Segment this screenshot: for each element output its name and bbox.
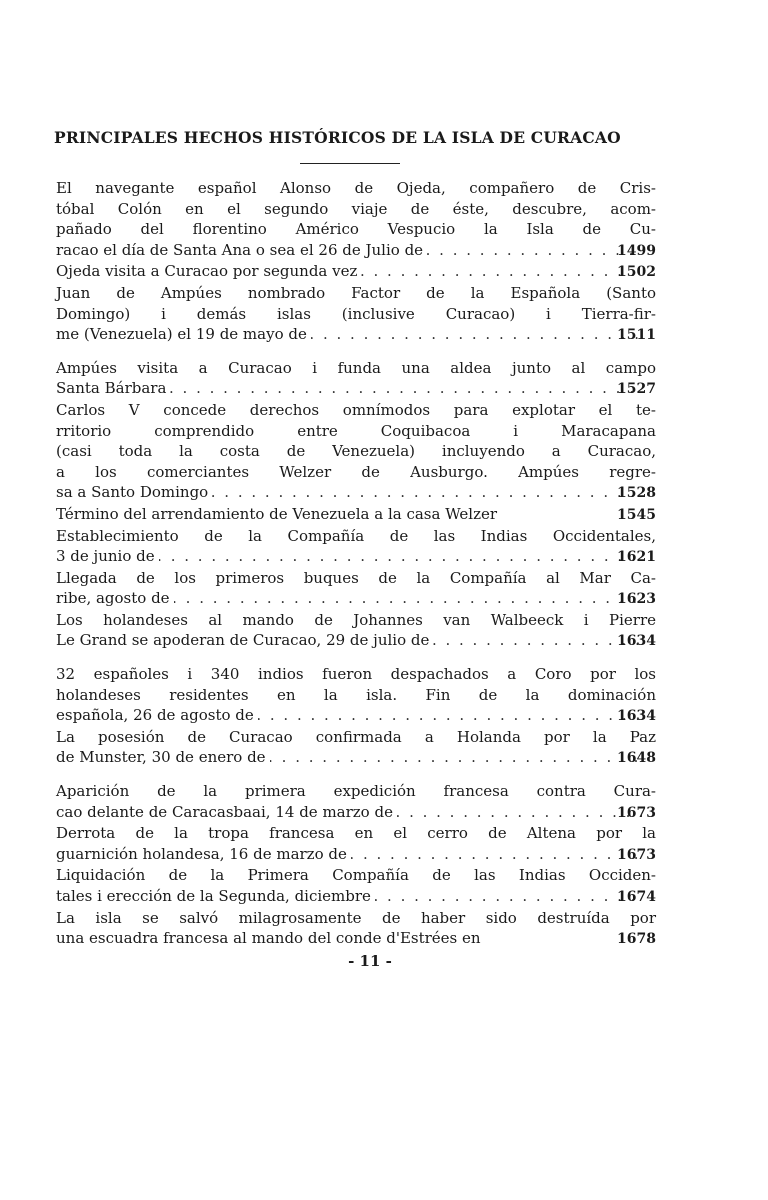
entry-text-line: (casi toda la costa de Venezuela) incluyendo a Curacao, <box>56 442 656 461</box>
entry-year: 1545 <box>617 506 656 523</box>
dot-leader <box>212 482 641 503</box>
entry-text-line: Le Grand se apoderan de Curacao, 29 de julio de <box>56 631 430 650</box>
entry-year: 1511 <box>617 327 656 344</box>
entry-last-line <box>56 546 657 568</box>
entry-year: 1528 <box>617 485 656 502</box>
entry-last-line <box>56 844 657 866</box>
chronology-entry <box>56 504 656 526</box>
entry-text-line: de Munster, 30 de enero de <box>56 748 266 767</box>
chronology-entry <box>56 727 656 769</box>
entry-text-line: sa a Santo Domingo <box>56 483 209 502</box>
entry-year: 1502 <box>617 264 656 281</box>
chronology-entry <box>56 568 656 610</box>
entry-text-line: Los holandeses al mando de Johannes van Walbeeck i Pierre <box>56 610 656 629</box>
entry-text-line: española, 26 de agosto de <box>56 706 254 725</box>
dot-leader <box>433 630 641 651</box>
entry-year: 1499 <box>617 242 656 259</box>
chronology-entry <box>56 526 656 568</box>
chronology-entry <box>56 610 656 652</box>
entry-last-line <box>56 482 657 504</box>
entry-text-line: La posesión de Curacao confirmada a Holanda por la Paz <box>56 727 656 746</box>
entry-text-line: pañado del florentino Américo Vespucio la Isla de Cu- <box>56 220 656 239</box>
entry-year: 1621 <box>617 549 656 566</box>
page-title: PRINCIPALES HECHOS HISTÓRICOS DE LA ISLA DE CURACAO <box>54 128 621 147</box>
chronology-list <box>56 178 656 950</box>
dot-leader <box>397 802 642 823</box>
dot-leader <box>159 546 642 567</box>
dot-leader <box>270 747 642 768</box>
entry-year: 1623 <box>617 591 656 608</box>
chronology-entry <box>56 261 656 283</box>
dot-leader <box>375 886 642 907</box>
entry-last-line <box>56 630 657 652</box>
entry-text-line: La isla se salvó milagrosamente de haber sido destruída por <box>56 908 656 927</box>
entry-text-line: cao delante de Caracasbaai, 14 de marzo de <box>56 802 393 821</box>
entry-text-line: me (Venezuela) el 19 de mayo de <box>56 325 307 344</box>
entry-text-line: Santa Bárbara <box>56 379 167 398</box>
entry-year: 1527 <box>617 381 656 398</box>
dot-leader <box>174 588 642 609</box>
entry-last-line <box>56 802 657 824</box>
entry-last-line <box>56 928 657 950</box>
entry-text-line: Juan de Ampúes nombrado Factor de la Española (Santo <box>56 283 656 302</box>
entry-last-line <box>56 504 657 526</box>
entry-last-line <box>56 705 657 727</box>
entry-text-line: El navegante español Alonso de Ojeda, compañero de Cris- <box>56 179 656 197</box>
entry-text-line: Ojeda visita a Curacao por segunda vez <box>56 262 358 281</box>
entry-text-line: Derrota de la tropa francesa en el cerro de Altena por la <box>56 824 656 843</box>
entry-text-line: rritorio comprendido entre Coquibacoa i Maracapana <box>56 421 656 440</box>
entry-text-line: Llegada de los primeros buques de la Compañía al Mar Ca- <box>56 568 656 587</box>
dot-leader <box>351 844 642 865</box>
chronology-entry <box>56 664 656 727</box>
entry-text-line: Carlos V concede derechos omnímodos para explotar el te- <box>56 400 656 419</box>
entry-text-line: Ampúes visita a Curacao i funda una aldea junto al campo <box>56 358 656 377</box>
chronology-entry <box>56 283 656 346</box>
entry-text-line: tóbal Colón en el segundo viaje de éste, descubre, acom- <box>56 199 656 218</box>
entry-text-line: Término del arrendamiento de Venezuela a la casa Welzer <box>56 504 498 523</box>
page-number: - 11 - <box>348 952 392 970</box>
entry-last-line <box>56 261 657 283</box>
title-divider <box>300 163 400 164</box>
entry-year: 1634 <box>617 633 656 650</box>
chronology-entry <box>56 781 656 823</box>
dot-leader <box>311 324 642 345</box>
entry-text-line: Establecimiento de la Compañía de las Indias Occidentales, <box>56 526 656 545</box>
entry-text-line: a los comerciantes Welzer de Ausburgo. Ampúes regre- <box>56 462 656 481</box>
entry-text-line: tales i erección de la Segunda, diciembre <box>56 887 371 905</box>
chronology-entry <box>56 908 656 950</box>
chronology-entry <box>56 823 656 865</box>
entry-last-line <box>56 324 657 346</box>
entry-text-line: Aparición de la primera expedición francesa contra Cura- <box>56 782 656 801</box>
dot-leader <box>258 705 642 726</box>
entry-year: 1673 <box>617 804 656 821</box>
chronology-entry <box>56 358 656 400</box>
entry-last-line <box>56 886 657 908</box>
entry-year: 1648 <box>617 750 656 767</box>
entry-year: 1678 <box>617 931 656 948</box>
entry-text-line: ribe, agosto de <box>56 589 170 608</box>
entry-text-line: holandeses residentes en la isla. Fin de la dominación <box>56 685 656 704</box>
entry-last-line <box>56 588 657 610</box>
entry-text-line: racao el día de Santa Ana o sea el 26 de Julio de <box>56 240 424 259</box>
entry-year: 1673 <box>617 846 656 863</box>
entry-year: 1634 <box>617 708 656 725</box>
dot-leader <box>170 378 641 399</box>
dot-leader <box>427 240 641 261</box>
entry-last-line <box>56 747 657 769</box>
chronology-entry <box>56 178 656 261</box>
entry-last-line <box>56 240 657 262</box>
chronology-entry <box>56 400 656 504</box>
entry-text-line: 3 de junio de <box>56 547 155 566</box>
entry-year: 1674 <box>617 889 656 905</box>
entry-text-line: Domingo) i demás islas (inclusive Curacao) i Tierra-fir- <box>56 304 656 323</box>
dot-leader <box>361 261 641 282</box>
entry-text-line: Liquidación de la Primera Compañía de las Indias Occiden- <box>56 866 656 885</box>
entry-text-line: guarnición holandesa, 16 de marzo de <box>56 844 347 863</box>
entry-last-line <box>56 378 657 400</box>
entry-text-line: una escuadra francesa al mando del conde d'Estrées en <box>56 929 481 948</box>
entry-text-line: 32 españoles i 340 indios fueron despachados a Coro por los <box>56 665 656 684</box>
chronology-entry <box>56 865 656 907</box>
